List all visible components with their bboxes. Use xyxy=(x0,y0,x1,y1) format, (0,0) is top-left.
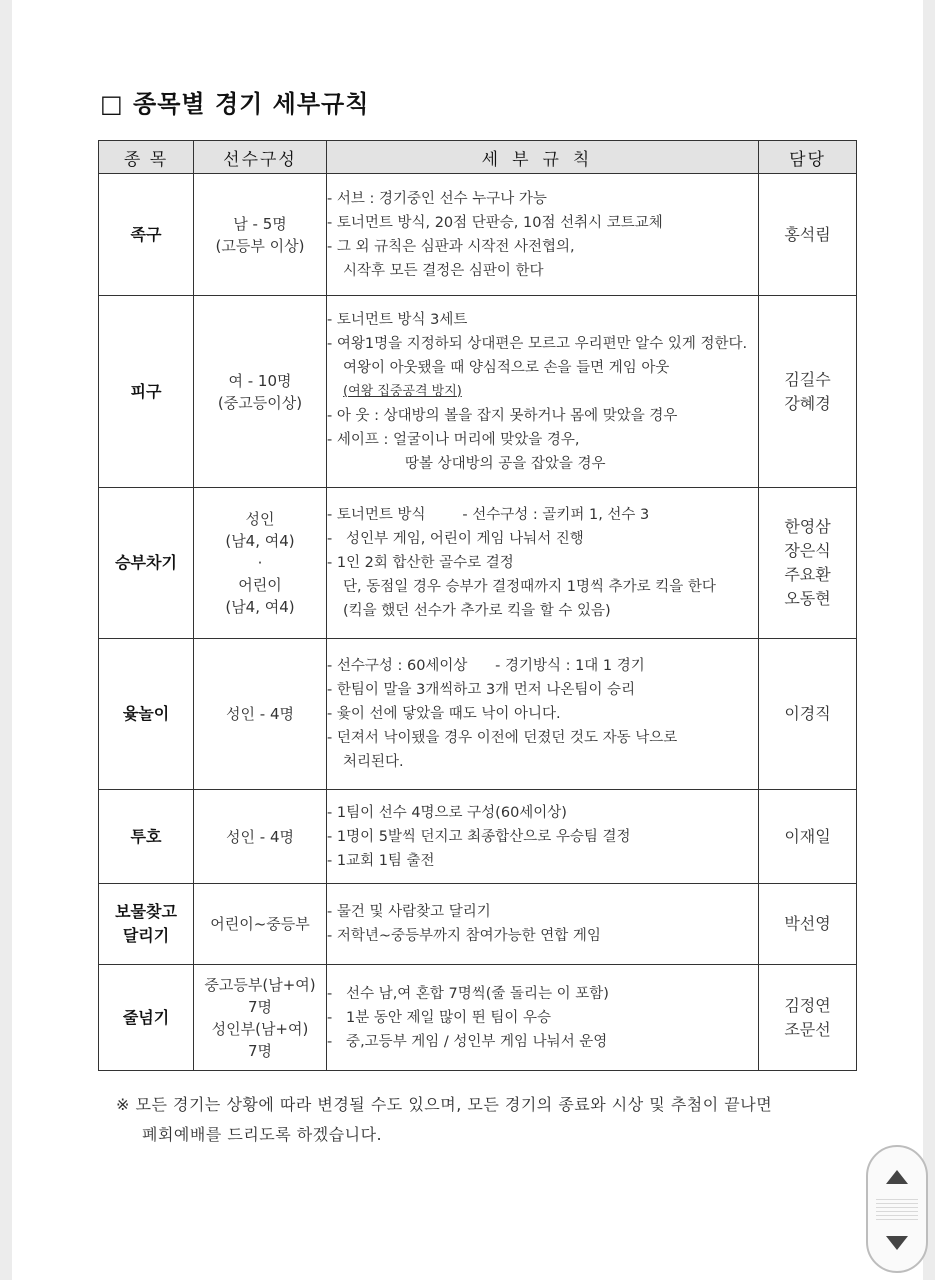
details-cell: - 토너먼트 방식 3세트 - 여왕1명을 지정하되 상대편은 모르고 우리편만 알수 있게 정한다. 여왕이 아웃됐을 때 양심적으로 손을 들면 게임 아웃 (여왕 집중공격 방지) - 아 웃 : 상대방의 볼을 잡지 못하거나 몸에 맞았을 경우 - 세이프 : 얼굴이나 머리에 맞았을 경우, 땅볼 상대방의 공을 잡았을 경우 xyxy=(327,296,759,488)
manager-cell: 박선영 xyxy=(759,884,857,965)
footnote-line-2: 폐회예배를 드리도록 하겠습니다. xyxy=(142,1125,383,1144)
page-title: □ 종목별 경기 세부규칙 xyxy=(100,90,370,118)
details-cell: - 물건 및 사람찾고 달리기 - 저학년~중등부까지 참여가능한 연합 게임 xyxy=(327,884,759,965)
table-header-row xyxy=(99,141,857,174)
manager-cell: 김길수 강혜경 xyxy=(759,296,857,488)
details-cell: - 선수구성 : 60세이상 - 경기방식 : 1대 1 경기 - 한팀이 말을 3개씩하고 3개 먼저 나온팀이 승리 - 윷이 선에 닿았을 때도 낙이 아니다. - 던져서 낙이됐을 경우 이전에 던졌던 것도 자동 낙으로 처리된다. xyxy=(327,639,759,790)
sport-cell: 줄넘기 xyxy=(99,965,194,1071)
footnote-line-1: ※ 모든 경기는 상황에 따라 변경될 수도 있으며, 모든 경기의 종료와 시상 및 추첨이 끝나면 xyxy=(116,1095,773,1114)
details-cell: - 토너먼트 방식 - 선수구성 : 골키퍼 1, 선수 3 - 성인부 게임, 어린이 게임 나눠서 진행 - 1인 2회 합산한 골수로 결정 단, 동점일 경우 승부가 결정때까지 1명씩 추가로 킥을 한다 (킥을 했던 선수가 추가로 킥을 할 수 있음) xyxy=(327,488,759,639)
sport-cell: 보물찾고 달리기 xyxy=(99,884,194,965)
sport-cell: 피구 xyxy=(99,296,194,488)
scroll-down-button[interactable] xyxy=(868,1221,926,1265)
details-cell: - 1팀이 선수 4명으로 구성(60세이상) - 1명이 5발씩 던지고 최종합산으로 우승팀 결정 - 1교회 1팀 출전 xyxy=(327,790,759,884)
document-page xyxy=(12,0,923,1280)
table-row xyxy=(99,174,857,296)
header-sport: 종 목 xyxy=(99,141,194,174)
triangle-up-icon xyxy=(884,1168,910,1186)
rules-table xyxy=(98,140,857,1071)
sport-cell: 윷놀이 xyxy=(99,639,194,790)
sport-cell: 족구 xyxy=(99,174,194,296)
table-row xyxy=(99,790,857,884)
sport-cell: 투호 xyxy=(99,790,194,884)
header-members: 선수구성 xyxy=(194,141,327,174)
table-row xyxy=(99,488,857,639)
triangle-down-icon xyxy=(884,1234,910,1252)
table-row xyxy=(99,965,857,1071)
members-cell: 성인 - 4명 xyxy=(194,790,327,884)
manager-cell: 이재일 xyxy=(759,790,857,884)
members-cell: 중고등부(남+여) 7명 성인부(남+여) 7명 xyxy=(194,965,327,1071)
table-row xyxy=(99,884,857,965)
members-cell: 어린이~중등부 xyxy=(194,884,327,965)
sport-cell: 승부차기 xyxy=(99,488,194,639)
manager-cell: 홍석림 xyxy=(759,174,857,296)
header-manager: 담당 xyxy=(759,141,857,174)
footnote xyxy=(116,1090,772,1150)
header-rules: 세부규칙 xyxy=(327,141,759,174)
scroll-up-button[interactable] xyxy=(868,1155,926,1199)
members-cell: 남 - 5명 (고등부 이상) xyxy=(194,174,327,296)
members-cell: 성인 (남4, 여4) · 어린이 (남4, 여4) xyxy=(194,488,327,639)
details-cell: - 선수 남,여 혼합 7명씩(줄 돌리는 이 포함) - 1분 동안 제일 많이 뛴 팀이 우승 - 중,고등부 게임 / 성인부 게임 나눠서 운영 xyxy=(327,965,759,1071)
members-cell: 성인 - 4명 xyxy=(194,639,327,790)
members-cell: 여 - 10명 (중고등이상) xyxy=(194,296,327,488)
manager-cell: 이경직 xyxy=(759,639,857,790)
manager-cell: 김정연 조문선 xyxy=(759,965,857,1071)
manager-cell: 한영삼 장은식 주요환 오동현 xyxy=(759,488,857,639)
details-cell: - 서브 : 경기중인 선수 누구나 가능 - 토너먼트 방식, 20점 단판승, 10점 선취시 코트교체 - 그 외 규칙은 심판과 시작전 사전협의, 시작후 모든 결정은 심판이 한다 xyxy=(327,174,759,296)
table-row xyxy=(99,639,857,790)
scroll-control xyxy=(866,1145,928,1273)
scroll-grip[interactable] xyxy=(876,1199,918,1221)
table-row xyxy=(99,296,857,488)
